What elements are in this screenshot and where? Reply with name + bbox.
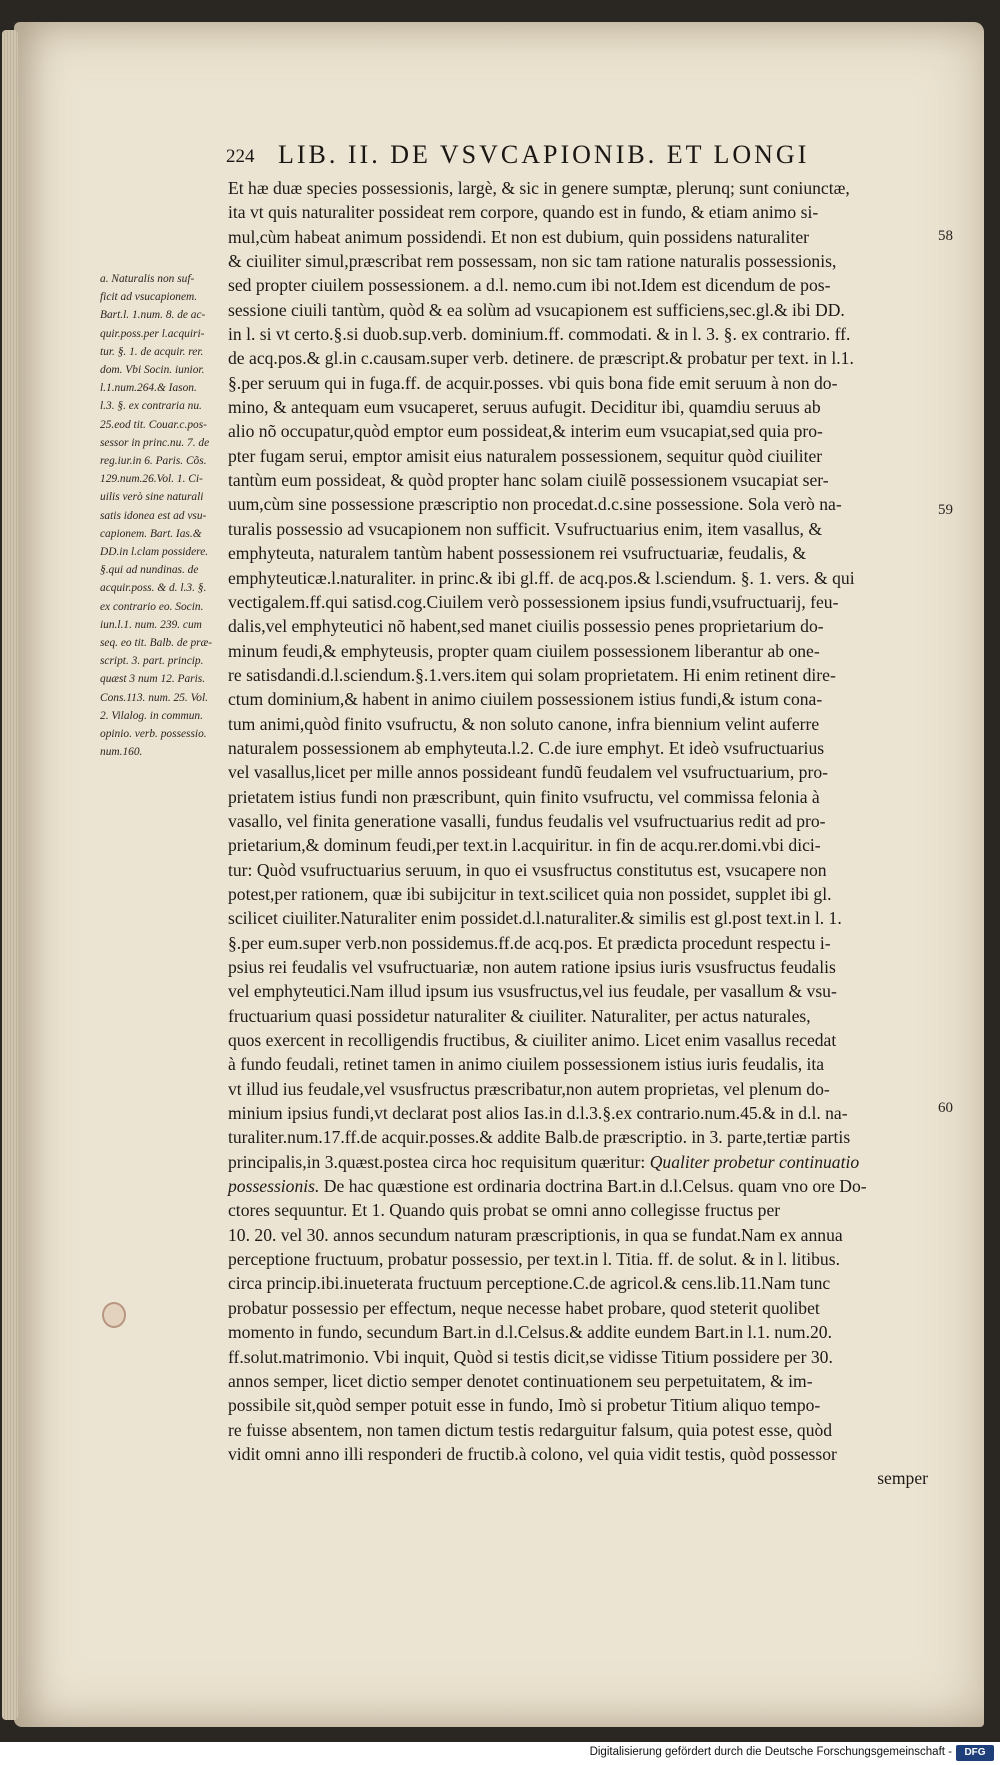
text-line: à fundo feudali, retinet tamen in animo ciuilem possessionem istius iuris feudalis, ita — [228, 1054, 825, 1075]
text-line: ff.solut.matrimonio. Vbi inquit, Quòd si testis dicit,se vidisse Titium possidere per 30. — [228, 1346, 833, 1367]
margin-note-line: l.3. §. ex contraria nu. — [100, 400, 202, 413]
text-line: mino, & antequam eum vsucaperet, seruus aufugit. Deciditur ibi, quamdiu seruus ab — [228, 397, 821, 418]
margin-note-line: DD.in l.clam possidere. — [100, 546, 209, 559]
text-line: quos exercent in recolligendis fructibus, & ciuiliter animo. Licet enim vasallus recedat — [228, 1030, 837, 1051]
margin-number-60: 60 — [938, 1100, 953, 1116]
footer-text: Digitalisierung gefördert durch die Deutsche Forschungsgemeinschaft - — [589, 1746, 952, 1758]
margin-note-line: uilis verò sine naturali — [100, 491, 204, 504]
margin-note-line: 129.num.26.Vol. 1. Ci- — [100, 473, 203, 486]
text-line: vectigalem.ff.qui satisd.cog.Ciuilem verò possessionem ipsius fundi,vsufructuarij, feu- — [228, 591, 839, 612]
margin-note-line: 25.eod tit. Couar.c.pos- — [100, 418, 207, 431]
margin-note-line: §.qui ad nundinas. de — [100, 564, 199, 577]
text-line: tum animi,quòd finito vsufructu, & non soluto canone, infra biennium velint auferre — [228, 713, 820, 734]
margin-note-line: quir.poss.per l.acquiri- — [100, 327, 205, 340]
margin-note-line: script. 3. part. princip. — [100, 655, 204, 668]
italic-phrase: possessionis. — [228, 1176, 320, 1197]
margin-number-58: 58 — [938, 228, 953, 244]
text-line: de acq.pos.& gl.in c.causam.super verb. detinere. de præscript.& probatur per text. in l.1. — [228, 348, 854, 369]
text-line: potest,per rationem, quæ ibi subijcitur in text.scilicet quia non possidet, supplet ibi gl. — [228, 883, 832, 904]
text-line: scilicet ciuiliter.Naturaliter enim possidet.d.l.naturaliter.& similis est gl.post text.in l. 1. — [228, 908, 842, 929]
running-title: LIB. II. DE VSVCAPIONIB. ET LONGI — [278, 140, 810, 169]
margin-note-line: dom. Vbi Socin. iunior. — [100, 364, 205, 377]
text-line: tantùm eum possideat, & quòd propter hanc solam ciuilẽ possessionem vsucapiat ser- — [228, 470, 829, 491]
italic-phrase: Qualiter probetur continuatio — [649, 1151, 860, 1172]
text-line: in l. si vt certo.§.si duob.sup.verb. dominium.ff. commodati. & in l. 3. §. ex contrario. ff. — [228, 324, 851, 345]
text-line: §.per eum.super verb.non possidemus.ff.de acq.pos. Et prædicta procedunt respectu i- — [228, 932, 831, 953]
text-line: annos semper, licet dictio semper denotet continuationem seu perpetuitatem, & im- — [228, 1370, 813, 1391]
margin-note-line: opinio. verb. possessio. — [100, 728, 207, 741]
text-line: principalis,in 3.quæst.postea circa hoc requisitum quæritur: Qualiter probetur continuatio — [228, 1151, 860, 1172]
text-line: possessionis. De hac quæstione est ordinaria doctrina Bart.in d.l.Celsus. quam vno ore Do- — [228, 1176, 867, 1197]
text-line: vel vasallus,licet per mille annos possideant fundũ feudalem vel vsufructuarium, pro- — [228, 762, 828, 783]
text-line: semper — [877, 1468, 928, 1489]
text-line: pter fugam serui, emptor amisit eius naturalem possessionem, sequitur quòd ciuiliter — [228, 445, 823, 466]
margin-note-line: iun.l.1. num. 239. cum — [100, 618, 202, 631]
text-line: ita vt quis naturaliter possideat rem corpore, quando est in fundo, & etiam animo si- — [228, 202, 819, 223]
margin-note-line: reg.iur.in 6. Paris. Cõs. — [100, 455, 207, 468]
text-line: minum feudi,& emphyteusis, propter quam ciuilem possessionem liberantur ab one- — [228, 640, 820, 661]
digitization-footer — [0, 1742, 1000, 1765]
margin-note-line: Bart.l. 1.num. 8. de ac- — [100, 309, 206, 322]
text-line: turaliter.num.17.ff.de acquir.posses.& addite Balb.de præscriptio. in 3. parte,tertiæ partis — [228, 1127, 851, 1148]
body-text — [228, 176, 928, 1491]
text-line: Et hæ duæ species possessionis, largè, & sic in genere sumptæ, plerunq; sunt coniunctæ, — [228, 178, 850, 198]
text-line: probatur possessio per effectum, neque necesse habet probare, quod steterit quolibet — [228, 1297, 820, 1318]
text-line: & ciuiliter simul,præscribat rem possessam, non sic tam ratione naturalis possessionis, — [228, 251, 837, 272]
margin-note-line: num.160. — [100, 746, 143, 759]
margin-note-line: acquir.poss. & d. l.3. §. — [100, 582, 207, 595]
text-line: sessione ciuili tantùm, quòd & ea solùm ad vsucapionem est sufficiens,sec.gl.& ibi DD. — [228, 299, 845, 320]
margin-note-line: a. Naturalis non suf- — [100, 273, 195, 285]
margin-note-line: capionem. Bart. Ias.& — [100, 527, 202, 540]
margin-note-line: Cons.113. num. 25. Vol. — [100, 691, 209, 704]
text-line: vt illud ius feudale,vel vsusfructus præscribatur,non autem proprietas, vel plenum do- — [228, 1078, 830, 1099]
dfg-logo: DFG — [956, 1745, 994, 1761]
text-line: uum,cùm sine possessione præscriptio non procedat.d.c.sine possessione. Sola verò na- — [228, 494, 842, 515]
text-line: §.per seruum qui in fuga.ff. de acquir.posses. vbi quis bona fide emit seruum à non do- — [228, 372, 838, 393]
text-line: re satisdandi.d.l.sciendum.§.1.vers.item qui solam proprietatem. Hi enim retinent dire- — [228, 664, 836, 685]
text-line: vidit omni anno illi responderi de fructib.à colono, vel quia vidit testis, quòd possessor — [228, 1443, 837, 1464]
text-line: perceptione fructuum, probatur possessio, per text.in l. Titia. ff. de solut. & in l. litibus. — [228, 1249, 840, 1270]
margin-note-line: ex contrario eo. Socin. — [100, 600, 204, 613]
text-line: alio nõ occupatur,quòd emptor eum possideat,& interim eum vsucapiat,sed quia pro- — [228, 421, 823, 442]
margin-note-line: seq. eo tit. Balb. de præ- — [100, 637, 212, 650]
page-number: 224 — [226, 146, 255, 167]
text-line: psius rei feudalis vel vsufructuariæ, non autem ratione ipsius iuris vsusfructus feudalis — [228, 957, 836, 977]
text-line: ctores sequuntur. Et 1. Quando quis probat se omni anno collegisse fructus per — [228, 1200, 781, 1221]
text-line: re fuisse absentem, non tamen dictum testis redarguitur falsum, quia potest esse, quòd — [228, 1419, 833, 1440]
margin-note-line: quæst 3 num 12. Paris. — [100, 673, 206, 686]
text-line: vasallo, vel finita generatione vasalli, fundus feudalis vel vsufructuarius redit ad pro- — [228, 810, 826, 831]
text-line: fructuarium quasi possidetur naturaliter & ciuiliter. Naturaliter, per actus naturales, — [228, 1005, 811, 1026]
running-header — [226, 140, 926, 174]
margin-note-line: l.1.num.264.& Iason. — [100, 382, 197, 395]
margin-note-line: 2. Vilalog. in commun. — [100, 709, 203, 722]
text-line: momento in fundo, secundum Bart.in d.l.Celsus.& addite eundem Bart.in l.1. num.20. — [228, 1322, 832, 1343]
margin-note-line: satis idonea est ad vsu- — [100, 509, 207, 522]
text-line: emphyteuticæ.l.naturaliter. in princ.& ibi gl.ff. de acq.pos.& l.sciendum. §. 1. vers. & qui — [228, 567, 855, 588]
margin-note-line: ficit ad vsucapionem. — [100, 291, 198, 304]
text-line: emphyteuta, naturalem tantùm habent possessionem rei vsufructuariæ, feudalis, & — [228, 543, 806, 564]
margin-note — [100, 270, 230, 761]
text-line: tur: Quòd vsufructuarius seruum, in quo ei vsusfructus constitutus est, vsucapere non — [228, 859, 827, 880]
text-line: naturalem possessionem ab emphyteuta.l.2. C.de iure emphyt. Et ideò vsufructuarius — [228, 737, 825, 758]
text-line: minium ipsius fundi,vt declarat post alios Ias.in d.l.3.§.ex contrario.num.45.& in d.l. na- — [228, 1103, 848, 1124]
text-line: vel emphyteutici.Nam illud ipsum ius vsusfructus,vel ius feudale, per vasallum & vsu- — [228, 981, 837, 1002]
margin-number-59: 59 — [938, 502, 953, 518]
text-line: dalis,vel emphyteutici nõ habent,sed manet ciuilis possessio penes proprietarium do- — [228, 616, 824, 637]
margin-note-line: tur. §. 1. de acquir. rer. — [100, 345, 204, 358]
text-line: circa princip.ibi.inueterata fructuum perceptione.C.de agricol.& cens.lib.11.Nam tunc — [228, 1273, 831, 1294]
text-line: mul,cùm habeat animum possidendi. Et non est dubium, quin possidens naturaliter — [228, 226, 809, 247]
text-line: ctum dominium,& habent in animo ciuilem possessionem istius fundi,& istum cona- — [228, 689, 823, 710]
text-line: prietarium,& dominum feudi,per text.in l.acquiritur. in fin de acqu.rer.domi.vbi dici- — [228, 835, 821, 856]
text-line: possibile sit,quòd semper potuit esse in fundo, Imò si probetur Titium aliquo tempo- — [228, 1395, 821, 1416]
margin-note-line: sessor in princ.nu. 7. de — [100, 436, 210, 449]
text-line: turalis possessio ad vsucapionem non sufficit. Vsufructuarius enim, item vasallus, & — [228, 518, 823, 539]
page-edges — [2, 30, 18, 1720]
text-line: prietatem istius fundi non præscribunt, quin finito vsufructu, vel commissa felonia à — [228, 786, 820, 807]
paper-stain — [102, 1302, 126, 1328]
text-line: sed propter ciuilem possessionem. a d.l. nemo.cum ibi not.Idem est dicendum de pos- — [228, 275, 831, 296]
text-line: 10. 20. vel 30. annos secundum naturam præscriptionis, in qua se fundat.Nam ex annua — [228, 1224, 843, 1245]
